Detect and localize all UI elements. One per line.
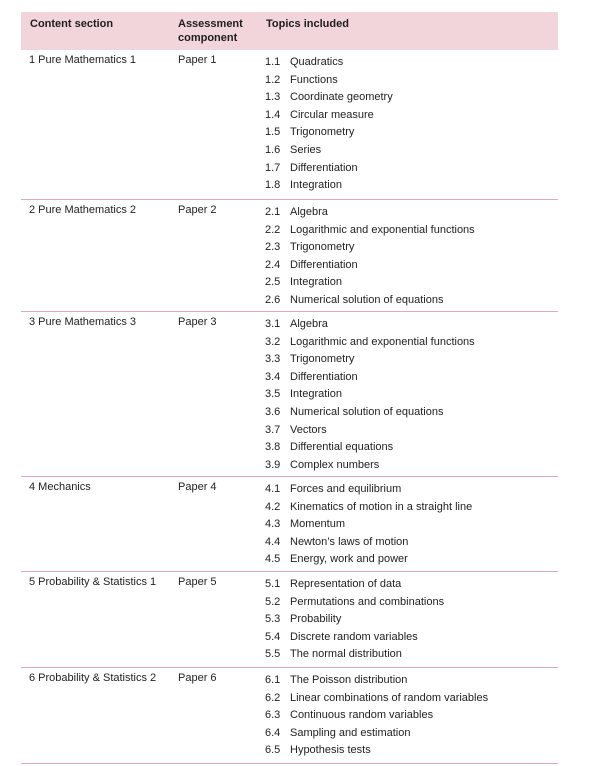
topic-number: 6.3 [265, 709, 281, 722]
topic-number: 3.6 [265, 405, 281, 418]
topic-item [265, 725, 488, 743]
topic-name: Integration [290, 276, 342, 289]
topic-name: The normal distribution [290, 648, 402, 661]
topic-name: Logarithmic and exponential functions [290, 223, 475, 236]
topic-name: Discrete random variables [290, 630, 418, 643]
topic-name: Complex numbers [290, 458, 380, 471]
topic-number: 6.5 [265, 744, 281, 757]
topic-item [265, 672, 488, 690]
topic-item [265, 54, 393, 72]
content-section-cell: 5 Probability & Statistics 1 [29, 576, 157, 588]
topic-number: 3.3 [265, 353, 281, 366]
topic-item [265, 576, 444, 594]
section-row [21, 312, 558, 477]
topic-name: Differentiation [290, 258, 358, 271]
topic-name: Algebra [290, 318, 328, 330]
topic-name: Circular measure [290, 108, 374, 121]
topic-name: Trigonometry [290, 126, 355, 139]
topic-name: The Poisson distribution [290, 674, 408, 686]
topic-item [265, 177, 393, 195]
topic-item [265, 439, 475, 457]
topic-item [265, 89, 393, 107]
topic-name: Continuous random variables [290, 709, 434, 722]
topic-item [265, 707, 488, 725]
topic-item [265, 257, 475, 275]
topic-number: 5.2 [265, 595, 281, 608]
topic-number: 1.6 [265, 143, 281, 156]
topic-number: 4.3 [265, 518, 281, 531]
topic-number: 3.9 [265, 458, 281, 471]
topic-number: 2.5 [265, 276, 281, 289]
topic-item [265, 594, 444, 612]
topic-number: 5.1 [265, 578, 281, 590]
topic-name: Functions [290, 73, 338, 86]
topic-name: Differential equations [290, 441, 394, 454]
header-assessment-line2: component [178, 32, 238, 44]
topic-name: Forces and equilibrium [290, 483, 402, 495]
topic-item [265, 422, 475, 440]
topics-list [265, 316, 475, 474]
topic-number: 4.2 [265, 500, 281, 513]
topic-name: Numerical solution of equations [290, 293, 444, 306]
topic-item [265, 124, 393, 142]
topics-list [265, 576, 444, 664]
content-section-cell: 6 Probability & Statistics 2 [29, 672, 157, 684]
topic-name: Differentiation [290, 161, 358, 174]
topic-item [265, 611, 444, 629]
topic-number: 3.4 [265, 370, 281, 383]
topic-name: Differentiation [290, 370, 358, 383]
header-assessment-line1: Assessment [178, 18, 243, 30]
topic-item [265, 369, 475, 387]
topics-list [265, 672, 488, 760]
topic-number: 2.2 [265, 223, 281, 236]
topic-item [265, 239, 475, 257]
topic-name: Integration [290, 179, 342, 192]
topic-name: Integration [290, 388, 342, 401]
topic-number: 4.5 [265, 553, 281, 566]
topic-item [265, 351, 475, 369]
section-row [21, 668, 558, 764]
topic-name: Coordinate geometry [290, 91, 393, 104]
topic-number: 1.8 [265, 179, 281, 192]
topic-name: Logarithmic and exponential functions [290, 335, 475, 348]
assessment-component-cell: Paper 5 [178, 576, 217, 588]
topic-item [265, 690, 488, 708]
topic-item [265, 499, 472, 517]
topic-number: 2.1 [265, 206, 281, 218]
topic-item [265, 551, 472, 569]
section-row [21, 477, 558, 572]
topic-number: 3.7 [265, 423, 281, 436]
content-table [21, 12, 558, 764]
topic-number: 5.4 [265, 630, 281, 643]
topic-number: 1.7 [265, 161, 281, 174]
topic-name: Linear combinations of random variables [290, 691, 489, 704]
content-section-cell: 4 Mechanics [29, 481, 91, 493]
section-row [21, 200, 558, 312]
topic-item [265, 334, 475, 352]
topic-name: Energy, work and power [290, 553, 408, 566]
topic-number: 6.1 [265, 674, 281, 686]
topic-number: 2.4 [265, 258, 281, 271]
topic-item [265, 274, 475, 292]
topics-list [265, 481, 472, 569]
topic-name: Newton’s laws of motion [290, 535, 409, 548]
assessment-component-cell: Paper 6 [178, 672, 217, 684]
topic-item [265, 160, 393, 178]
topic-name: Trigonometry [290, 241, 355, 254]
topic-item [265, 386, 475, 404]
section-row [21, 572, 558, 668]
topic-item [265, 72, 393, 90]
section-row [21, 50, 558, 200]
topic-name: Trigonometry [290, 353, 355, 366]
assessment-component-cell: Paper 4 [178, 481, 217, 493]
topic-item [265, 107, 393, 125]
topic-name: Series [290, 143, 322, 156]
topic-item [265, 404, 475, 422]
table-body [21, 50, 558, 764]
topics-list [265, 54, 393, 195]
assessment-component-cell: Paper 3 [178, 316, 217, 328]
topic-item [265, 629, 444, 647]
content-section-cell: 1 Pure Mathematics 1 [29, 54, 136, 66]
topic-number: 1.5 [265, 126, 281, 139]
topic-name: Sampling and estimation [290, 726, 411, 739]
topic-name: Hypothesis tests [290, 744, 371, 757]
topic-number: 1.4 [265, 108, 281, 121]
topic-number: 6.4 [265, 726, 281, 739]
topic-number: 1.2 [265, 73, 281, 86]
topic-item [265, 292, 475, 310]
header-assessment-component [178, 17, 243, 45]
topic-item [265, 481, 472, 499]
topic-item [265, 646, 444, 664]
topic-number: 3.1 [265, 318, 281, 330]
topic-item [265, 316, 475, 334]
topic-number: 3.8 [265, 441, 281, 454]
topic-number: 4.1 [265, 483, 281, 495]
header-topics-included: Topics included [266, 18, 349, 30]
topic-item [265, 142, 393, 160]
header-content-section: Content section [30, 18, 114, 30]
topic-item [265, 222, 475, 240]
topic-item [265, 742, 488, 760]
topic-number: 4.4 [265, 535, 281, 548]
topic-item [265, 534, 472, 552]
topic-name: Algebra [290, 206, 328, 218]
topic-name: Numerical solution of equations [290, 405, 444, 418]
assessment-component-cell: Paper 2 [178, 204, 217, 216]
topic-number: 2.3 [265, 241, 281, 254]
topic-name: Quadratics [290, 56, 344, 68]
topic-item [265, 457, 475, 475]
topic-number: 6.2 [265, 691, 281, 704]
topic-number: 3.5 [265, 388, 281, 401]
topic-number: 5.3 [265, 613, 281, 626]
topic-name: Kinematics of motion in a straight line [290, 500, 473, 513]
topic-number: 5.5 [265, 648, 281, 661]
topic-number: 3.2 [265, 335, 281, 348]
topic-name: Probability [290, 613, 342, 626]
topic-name: Permutations and combinations [290, 595, 445, 608]
topic-number: 1.1 [265, 56, 281, 68]
topic-name: Vectors [290, 423, 327, 436]
table-header-row [21, 12, 558, 50]
topic-name: Representation of data [290, 578, 402, 590]
topic-item [265, 204, 475, 222]
content-section-cell: 3 Pure Mathematics 3 [29, 316, 136, 328]
topics-list [265, 204, 475, 310]
topic-number: 2.6 [265, 293, 281, 306]
topic-name: Momentum [290, 518, 346, 531]
topic-number: 1.3 [265, 91, 281, 104]
topic-item [265, 516, 472, 534]
content-section-cell: 2 Pure Mathematics 2 [29, 204, 136, 216]
assessment-component-cell: Paper 1 [178, 54, 217, 66]
